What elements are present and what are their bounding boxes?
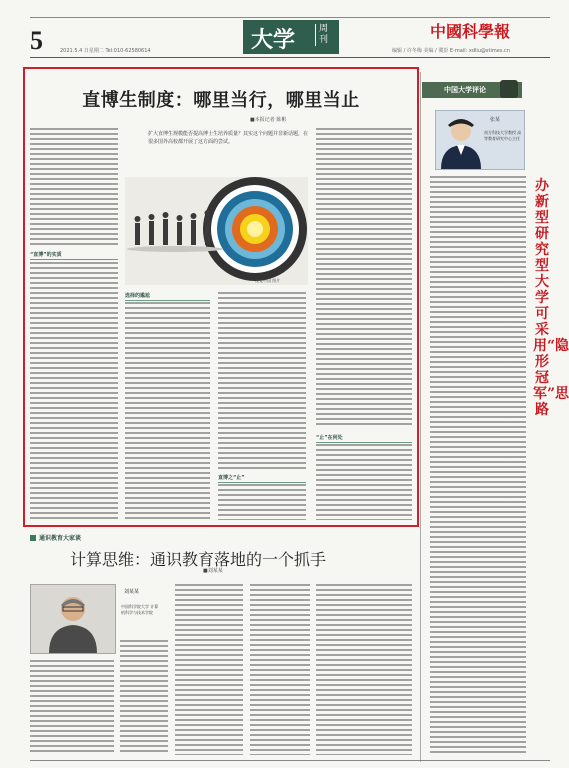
editors-line: 编辑 / 许冬梅 美编 / 冀彭 E-mail: xdliu@stimes.cn	[392, 48, 510, 54]
article-text-block	[30, 128, 118, 246]
thinker-statue-icon	[500, 80, 518, 98]
main-article-title[interactable]: 直博生制度：哪里当行，哪里当止	[82, 90, 360, 111]
lower-text-block	[250, 584, 310, 755]
article-text-block	[218, 292, 306, 470]
lower-text-block	[30, 660, 114, 755]
article-text-block	[125, 302, 210, 520]
sidebar-author-name: 张某	[490, 117, 501, 123]
lower-text-block	[120, 640, 168, 755]
subhead: “直博”的实质	[30, 251, 118, 260]
page-number: 5	[30, 26, 43, 55]
sidebar-author-desc: 南方科技大学教授 高等教育研究中心主任	[484, 130, 522, 141]
lower-article-byline: ■刘某某	[203, 568, 223, 574]
person-portrait-icon	[31, 585, 115, 653]
subhead: 选择的尴尬	[125, 292, 210, 301]
target-arrow-icon	[125, 177, 308, 285]
subhead: 直博之“止”	[218, 474, 306, 483]
masthead-badge	[243, 20, 339, 54]
lower-text-block	[175, 584, 243, 755]
paper-name-logo: 中國科學報	[430, 22, 511, 41]
image-caption: 视觉中国 图片	[255, 278, 281, 283]
article-text-block	[316, 128, 412, 428]
lower-author-photo	[30, 584, 116, 654]
lower-author-name: 刘某某	[124, 589, 140, 595]
sidebar-header-label: 中国大学评论	[444, 86, 486, 94]
lower-article-title[interactable]: 计算思维：通识教育落地的一个抓手	[70, 550, 327, 569]
header-bottom-rule	[30, 57, 550, 58]
sidebar-vertical-title[interactable]: 办新型研究型大学可采用“隐形冠军”思路	[533, 178, 569, 418]
lower-author-desc: 中国科学院大学 计算机科学与技术学院	[121, 604, 159, 615]
sidebar-text-block	[430, 176, 526, 756]
tag-square-icon	[30, 535, 36, 541]
main-article-byline: ■本报记者 陈彬	[250, 117, 287, 123]
article-text-block	[30, 262, 118, 520]
main-article-lead: 扩大直博生规模能否提高博士生培养质量？其实这个问题并非新话题，在很多国外高校都开展了这方面的尝试。	[148, 131, 309, 145]
masthead-title: 大学	[251, 27, 296, 53]
subhead: “止”在何处	[316, 434, 412, 443]
person-portrait-icon	[436, 111, 486, 169]
column-separator	[420, 72, 421, 762]
footer-rule	[30, 760, 550, 761]
target-illustration	[125, 177, 308, 285]
article-text-block	[218, 484, 306, 520]
article-text-block	[316, 444, 412, 520]
header-top-rule	[30, 17, 550, 18]
lower-section-tag: 通识教育大家谈	[39, 535, 82, 542]
masthead-sub: 周刊	[315, 24, 331, 46]
date-line: 2021.5.4 日星期二 Tel:010-62580614	[60, 48, 151, 54]
lower-text-block	[316, 584, 412, 755]
